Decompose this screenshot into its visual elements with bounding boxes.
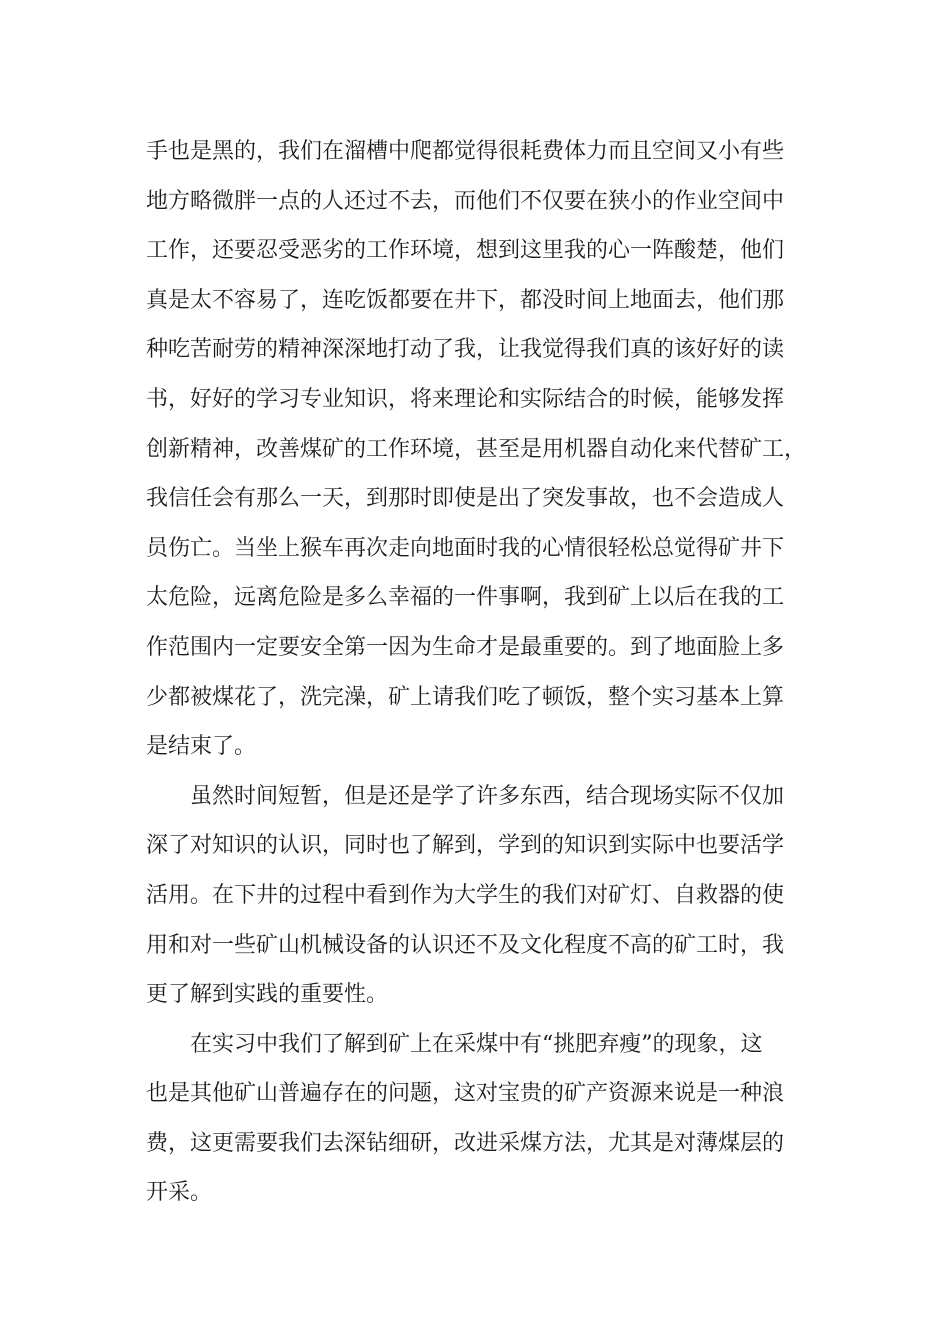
text-line: 更了解到实践的重要性。	[146, 982, 389, 1008]
paragraph	[146, 127, 822, 772]
text-line: 在实习中我们了解到矿上在采煤中有“挑肥弃瘦”的现象，这	[146, 1031, 763, 1057]
text-line: 真是太不容易了，连吃饭都要在井下，都没时间上地面去，他们那	[146, 287, 785, 313]
paragraph	[146, 1020, 822, 1218]
text-line: 是结束了。	[146, 734, 257, 760]
text-line: 也是其他矿山普遍存在的问题，这对宝贵的矿产资源来说是一种浪	[146, 1081, 785, 1107]
text-line: 费，这更需要我们去深钻细研，改进采煤方法，尤其是对薄煤层的	[146, 1130, 785, 1156]
text-line: 活用。在下井的过程中看到作为大学生的我们对矿灯、自救器的使	[146, 882, 785, 908]
text-line: 我信任会有那么一天，到那时即使是出了突发事故，也不会造成人	[146, 486, 785, 512]
text-line: 员伤亡。当坐上猴车再次走向地面时我的心情很轻松总觉得矿井下	[146, 535, 785, 561]
text-line: 书，好好的学习专业知识，将来理论和实际结合的时候，能够发挥	[146, 386, 785, 412]
text-line: 用和对一些矿山机械设备的认识还不及文化程度不高的矿工时，我	[146, 932, 785, 958]
text-line: 开采。	[146, 1180, 213, 1206]
paragraph	[146, 772, 822, 1020]
text-line: 作范围内一定要安全第一因为生命才是最重要的。到了地面脸上多	[146, 634, 785, 660]
text-line: 虽然时间短暂，但是还是学了许多东西，结合现场实际不仅加	[146, 783, 785, 809]
text-line: 种吃苦耐劳的精神深深地打动了我，让我觉得我们真的该好好的读	[146, 337, 785, 363]
text-line: 太危险，远离危险是多么幸福的一件事啊，我到矿上以后在我的工	[146, 585, 785, 611]
document-body	[146, 127, 822, 1218]
text-line: 深了对知识的认识，同时也了解到，学到的知识到实际中也要活学	[146, 833, 785, 859]
text-line: 少都被煤花了，洗完澡，矿上请我们吃了顿饭，整个实习基本上算	[146, 684, 785, 710]
text-line: 手也是黑的，我们在溜槽中爬都觉得很耗费体力而且空间又小有些	[146, 139, 785, 164]
text-line: 创新精神，改善煤矿的工作环境，甚至是用机器自动化来代替矿工，	[146, 436, 807, 462]
text-line: 地方略微胖一点的人还过不去，而他们不仅要在狭小的作业空间中	[146, 188, 785, 214]
text-line: 工作，还要忍受恶劣的工作环境，想到这里我的心一阵酸楚，他们	[146, 238, 785, 264]
